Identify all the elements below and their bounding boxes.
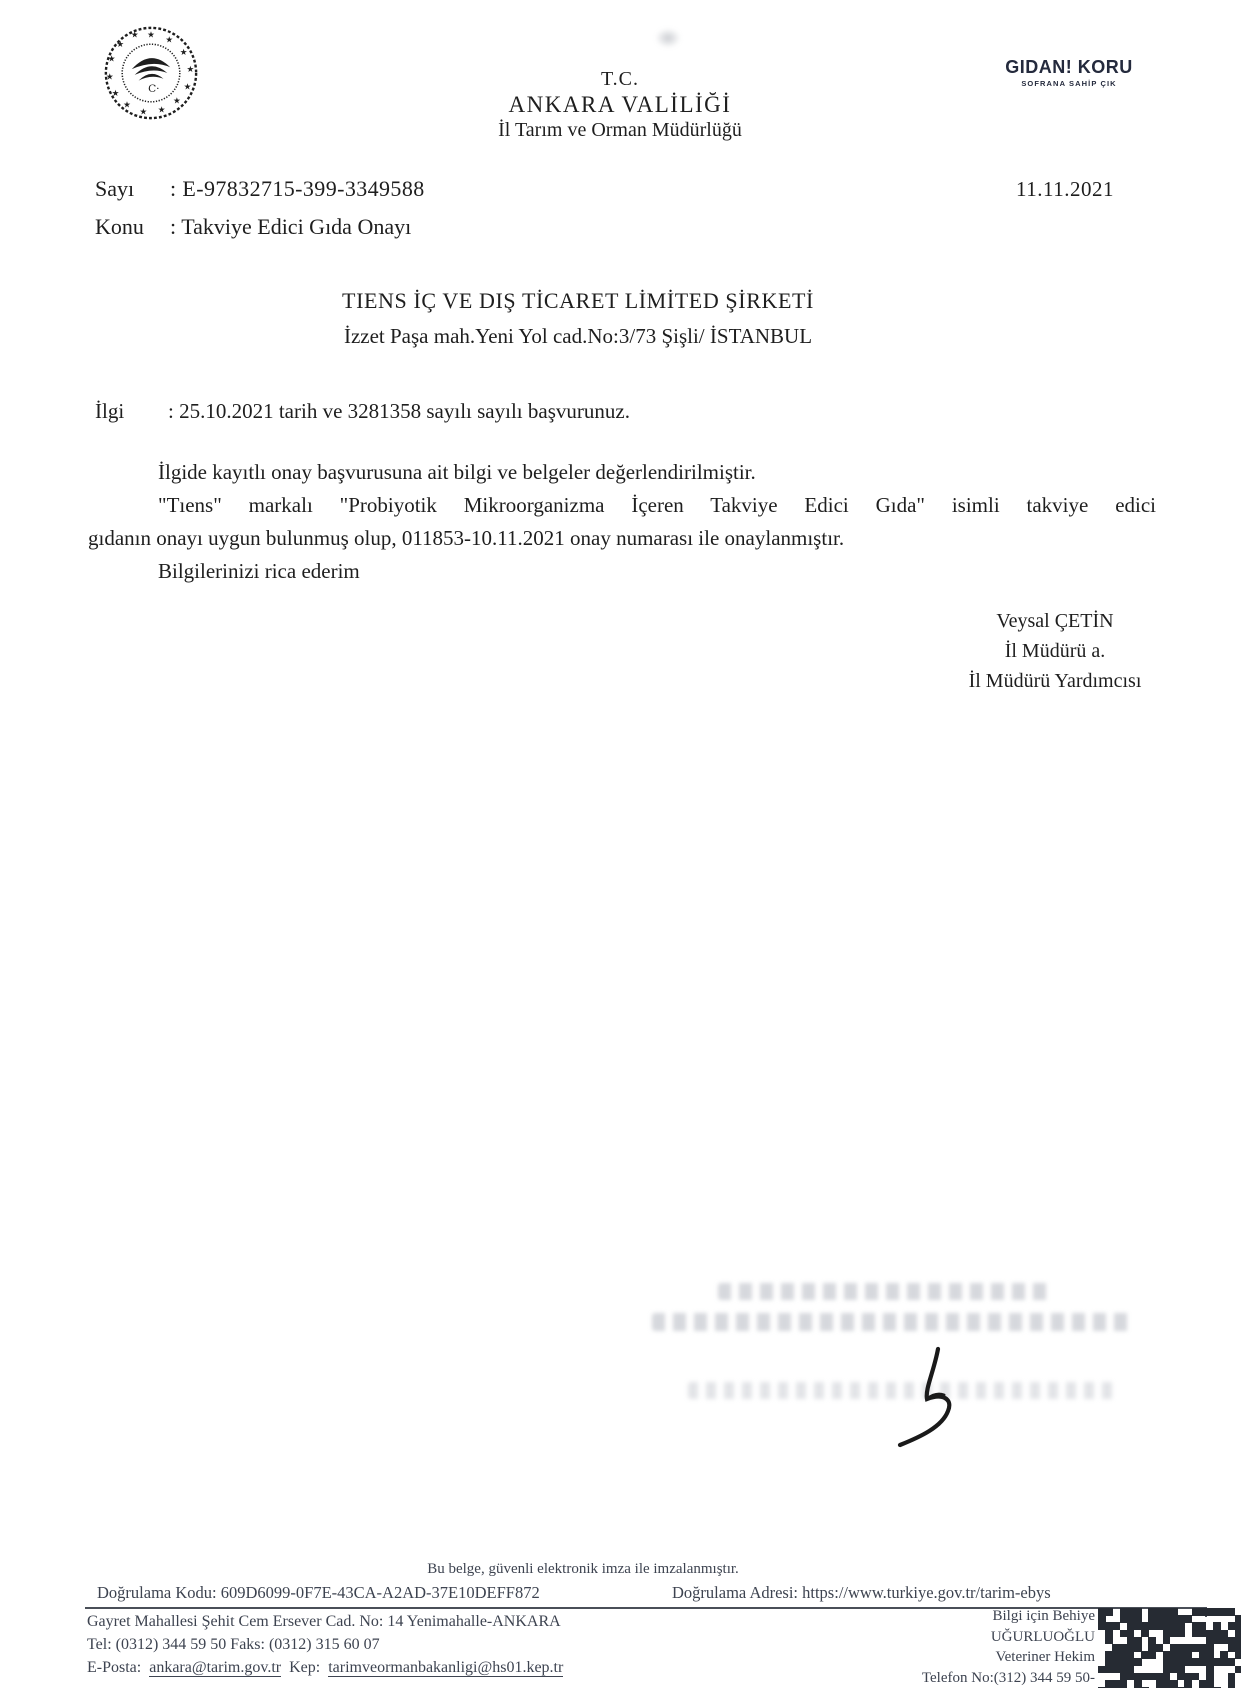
letter-body: [88, 456, 1156, 588]
ilgi-value: : 25.10.2021 tarih ve 3281358 sayılı sayılı başvurunuz.: [168, 399, 630, 423]
letterhead-governorship: ANKARA VALİLİĞİ: [508, 92, 732, 117]
esignature-note: Bu belge, güvenli elektronik imza ile imzalanmıştır.: [427, 1561, 739, 1577]
footer-address-block: [87, 1610, 707, 1679]
closing-line: Bilgilerinizi rica ederim: [158, 559, 360, 583]
kep-label: Kep:: [289, 1659, 321, 1676]
ministry-seal-logo: [103, 25, 199, 121]
svg-text:★: ★: [130, 30, 139, 41]
qr-code: [1098, 1608, 1241, 1688]
svg-text:★: ★: [105, 72, 114, 83]
verification-code: Doğrulama Kodu: 609D6099-0F7E-43CA-A2AD-37E10DEFF872: [97, 1583, 540, 1602]
contact-phone: Telefon No:(312) 344 59 50-: [921, 1669, 1095, 1686]
svg-text:★: ★: [186, 65, 195, 76]
konu-label: Konu: [95, 214, 144, 239]
signature-block: [890, 606, 1220, 696]
letterhead-tc: T.C.: [600, 68, 640, 90]
svg-text:★: ★: [116, 40, 125, 51]
svg-text:★: ★: [147, 30, 155, 41]
footer-street: Gayret Mahallesi Şehit Cem Ersever Cad. No: 14 Yenimahalle-ANKARA: [87, 1613, 561, 1630]
contact-title: Veteriner Hekim: [995, 1649, 1095, 1665]
sayi-value: : E-97832715-399-3349588: [170, 176, 425, 201]
scan-smudge: [655, 28, 681, 48]
konu-value: : Takviye Edici Gıda Onayı: [170, 214, 412, 239]
footer-email-line: [87, 1656, 707, 1679]
eposta-label: E-Posta:: [87, 1659, 142, 1676]
sayi-label: Sayı: [95, 176, 135, 201]
gidani-koru-title: GIDAN! KORU: [1005, 57, 1133, 77]
faint-stamp: [718, 1283, 1053, 1300]
svg-text:★: ★: [165, 35, 174, 46]
verification-address: Doğrulama Adresi: https://www.turkiye.gov.tr/tarim-ebys: [672, 1583, 1051, 1602]
ilgi-label: İlgi: [95, 399, 125, 423]
svg-text:★: ★: [123, 100, 131, 111]
document-date: 11.11.2021: [1016, 177, 1114, 201]
svg-text:C·: C·: [148, 83, 160, 96]
footer-phone-fax: Tel: (0312) 344 59 50 Faks: (0312) 315 60 07: [87, 1636, 380, 1653]
body-line: İlgide kayıtlı onay başvurusuna ait bilgi ve belgeler değerlendirilmiştir.: [158, 460, 756, 484]
svg-text:★: ★: [179, 47, 188, 58]
gidani-koru-logo: [1005, 57, 1133, 88]
recipient-name: TIENS İÇ VE DIŞ TİCARET LİMİTED ŞİRKETİ: [342, 288, 814, 313]
svg-text:★: ★: [157, 105, 166, 116]
svg-text:★: ★: [139, 107, 148, 118]
footer-contact-block: [845, 1606, 1095, 1688]
svg-text:★: ★: [183, 82, 192, 93]
body-line: gıdanın onayı uygun bulunmuş olup, 011853-10.11.2021 onay numarası ile onaylanmıştır.: [88, 526, 845, 550]
faint-stamp: [652, 1313, 1132, 1331]
kep-address: tarimveormanbakanligi@hs01.kep.tr: [328, 1659, 564, 1676]
svg-text:★: ★: [107, 54, 116, 65]
body-line: "Tıens" markalı "Probiyotik Mikroorganizma İçeren Takviye Edici Gıda" isimli takviye edici: [158, 493, 1156, 517]
signer-title-2: İl Müdürü Yardımcısı: [968, 670, 1142, 692]
letterhead-directorate: İl Tarım ve Orman Müdürlüğü: [498, 119, 742, 141]
contact-surname: UĞURLUOĞLU: [990, 1628, 1095, 1645]
contact-info: Bilgi için Behiye: [992, 1608, 1095, 1624]
signer-title: İl Müdürü a.: [1004, 640, 1106, 662]
recipient-address: İzzet Paşa mah.Yeni Yol cad.No:3/73 Şişli/ İSTANBUL: [343, 324, 813, 348]
signer-name: Veysal ÇETİN: [996, 610, 1114, 632]
svg-text:★: ★: [111, 89, 120, 100]
handwritten-signature: [880, 1335, 990, 1455]
eposta-address: ankara@tarim.gov.tr: [149, 1659, 282, 1676]
svg-text:★: ★: [173, 96, 181, 107]
gidani-koru-subtitle: SOFRANA SAHİP ÇIK: [1021, 79, 1117, 88]
